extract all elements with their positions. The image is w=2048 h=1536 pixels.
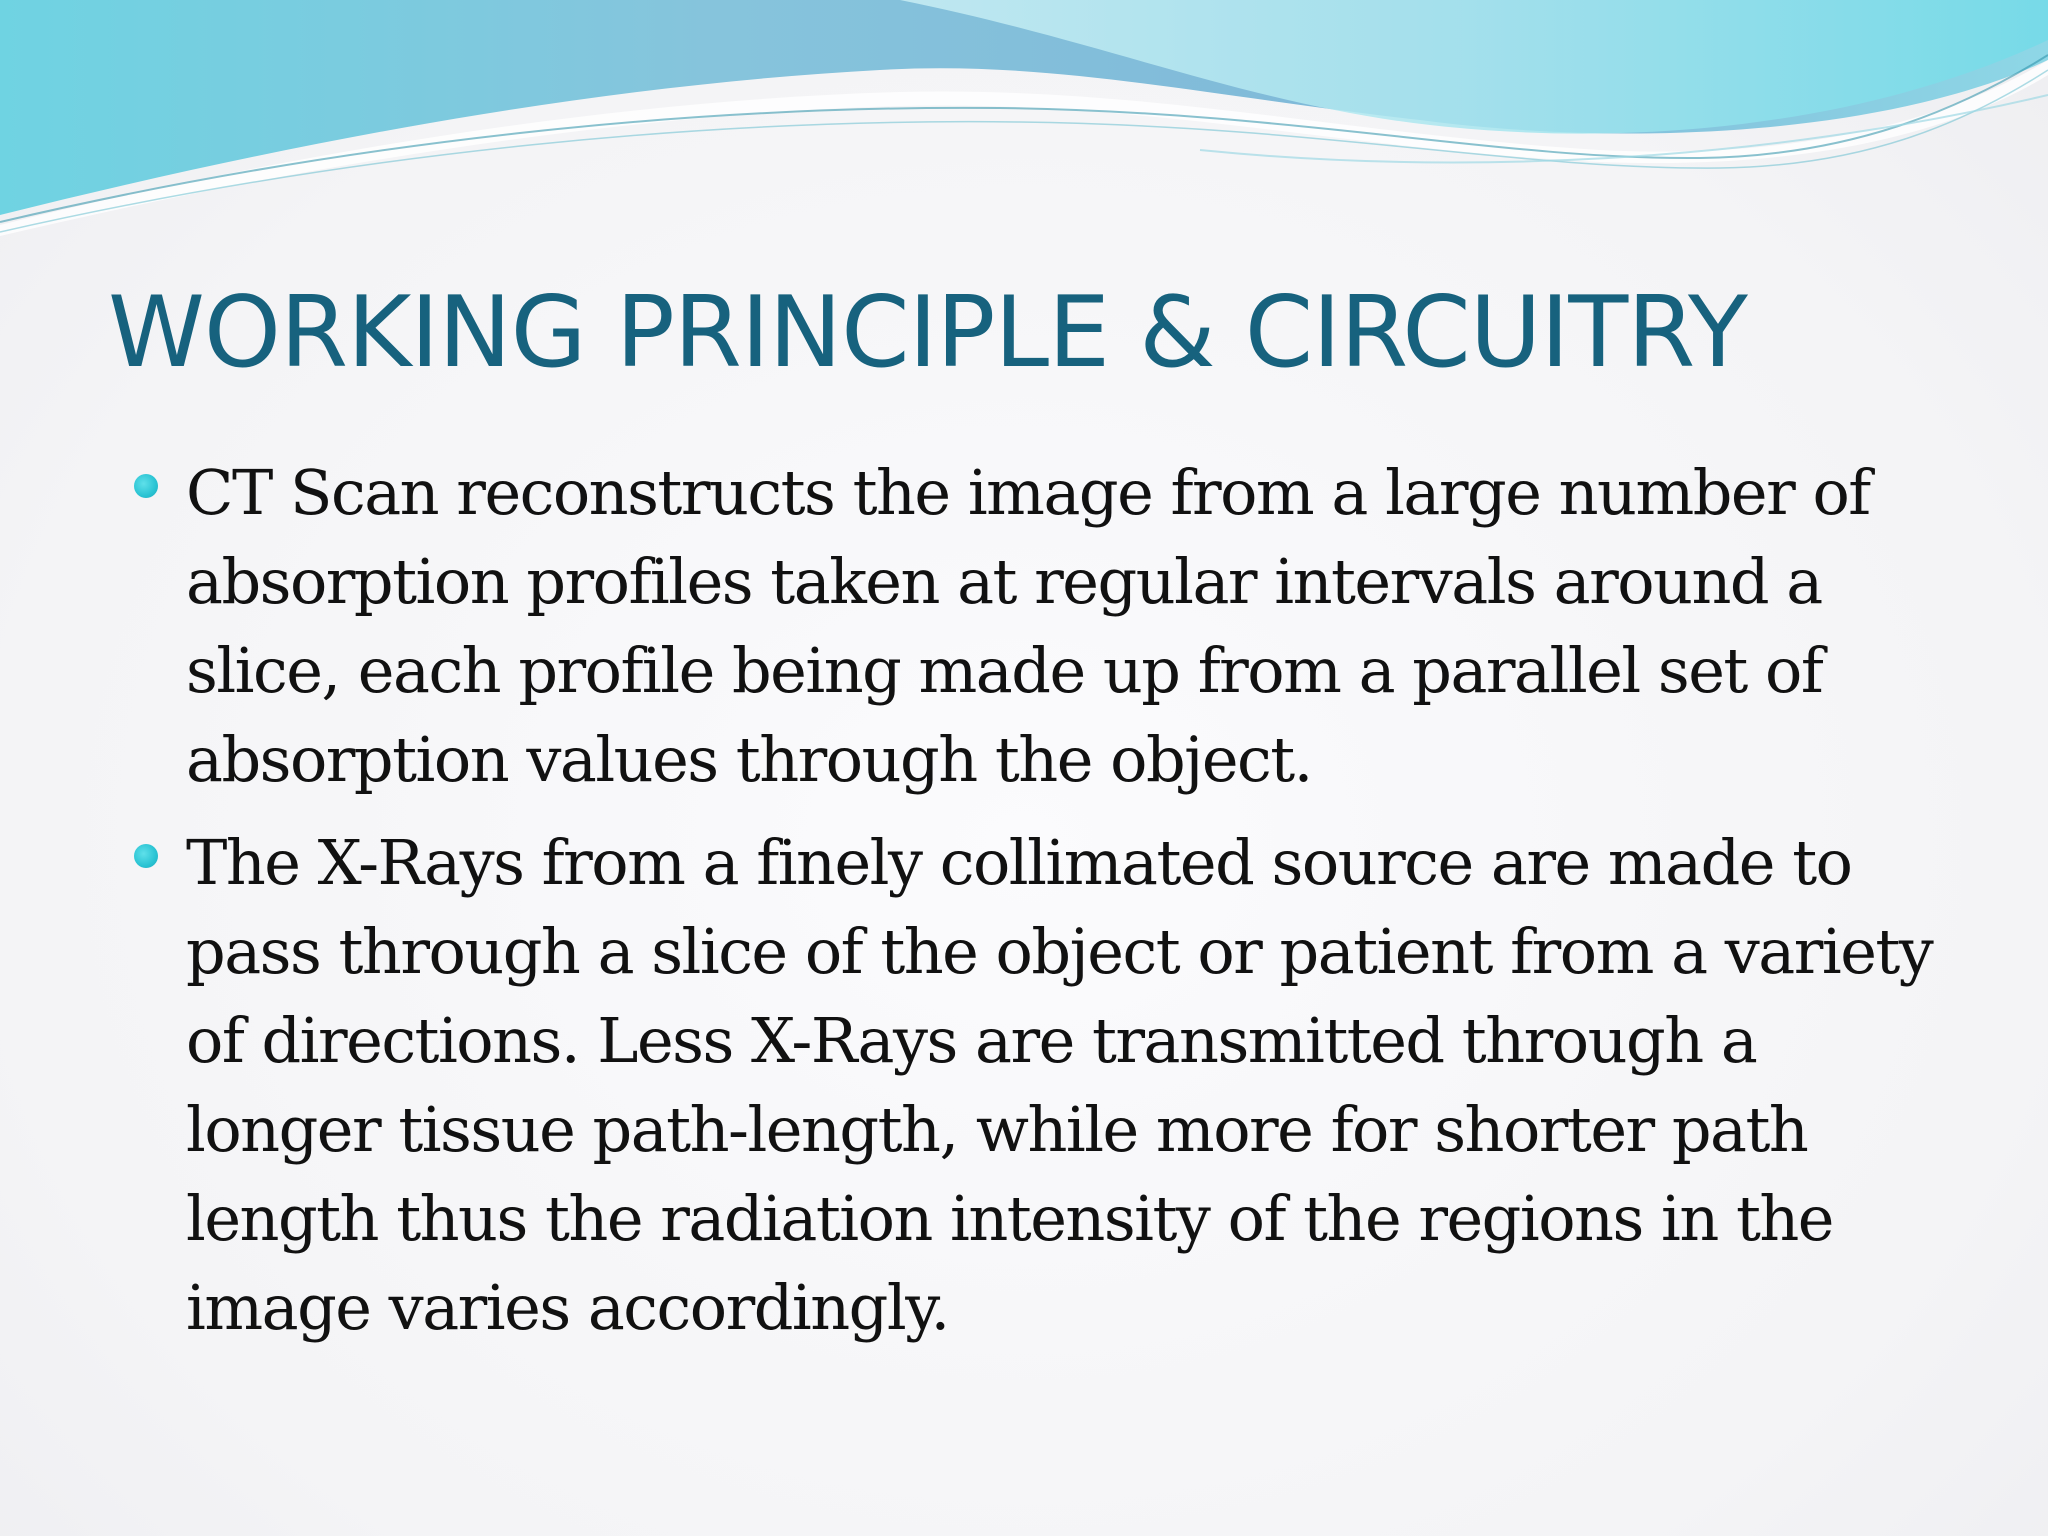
wave-header-decoration bbox=[0, 0, 2048, 240]
bullet-item bbox=[126, 818, 1936, 1352]
bullet-dot-icon bbox=[134, 844, 158, 868]
bullet-item bbox=[126, 448, 1936, 804]
slide-title: WORKING PRINCIPLE & CIRCUITRY bbox=[108, 276, 1747, 390]
bullet-text: The X-Rays from a finely collimated source are made to pass through a slice of the object or patient from a variety of directions. Less X-Rays are transmitted through a longer tissue path-length, while more for shorter path length thus the radiation intensity of the regions in the image varies accordingly. bbox=[186, 826, 1933, 1344]
bullet-dot-icon bbox=[134, 474, 158, 498]
bullet-list bbox=[126, 448, 1936, 1366]
bullet-text: CT Scan reconstructs the image from a large number of absorption profiles taken at regular intervals around a slice, each profile being made up from a parallel set of absorption values through the object. bbox=[186, 456, 1870, 796]
